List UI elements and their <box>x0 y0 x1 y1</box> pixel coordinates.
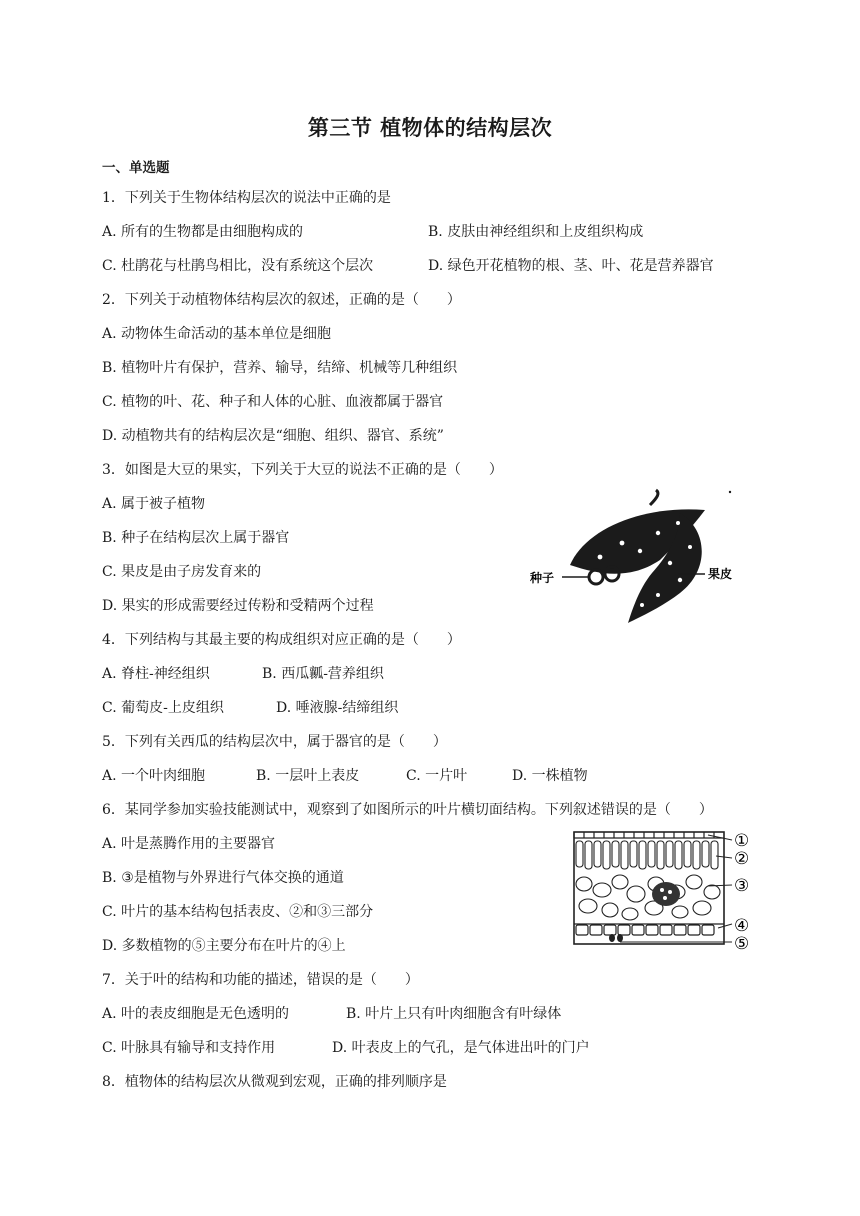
q5-option-c: C. 一片叶 <box>406 768 468 784</box>
label-3: ③ <box>734 876 750 896</box>
label-5: ⑤ <box>734 934 750 954</box>
q4-option-d: D. 唾液腺-结缔组织 <box>276 700 399 716</box>
q1-option-a: A. 所有的生物都是由细胞构成的 <box>102 224 304 240</box>
q2-option-d: D. 动植物共有的结构层次是“细胞、组织、器官、系统” <box>102 428 444 444</box>
q1-option-d: D. 绿色开花植物的根、茎、叶、花是营养器官 <box>428 258 714 274</box>
pod-stalk <box>650 490 658 505</box>
palisade-cells <box>576 841 718 869</box>
q1-stem: 1．下列关于生物体结构层次的说法中正确的是 <box>102 190 391 206</box>
q7-option-b: B. 叶片上只有叶肉细胞含有叶绿体 <box>346 1006 562 1022</box>
leaf-cross-section-figure <box>568 828 764 954</box>
q6-option-b: B. ③是植物与外界进行气体交换的通道 <box>102 870 344 886</box>
q1-option-b: B. 皮肤由神经组织和上皮组织构成 <box>428 224 644 240</box>
q7-option-d: D. 叶表皮上的气孔，是气体进出叶的门户 <box>332 1040 590 1056</box>
label-2: ② <box>734 849 750 869</box>
q3-option-d: D. 果实的形成需要经过传粉和受精两个过程 <box>102 598 374 614</box>
peel-label: 果皮 <box>708 567 733 581</box>
q3-stem: 3．如图是大豆的果实，下列关于大豆的说法不正确的是（ ） <box>102 462 503 478</box>
q4-option-c: C. 葡萄皮-上皮组织 <box>102 700 224 716</box>
q8-stem: 8．植物体的结构层次从微观到宏观，正确的排列顺序是 <box>102 1074 447 1090</box>
q7-option-c: C. 叶脉具有输导和支持作用 <box>102 1040 276 1056</box>
leaf-vein <box>652 882 680 906</box>
lower-epidermis <box>574 924 724 935</box>
page-title: 第三节 植物体的结构层次 <box>307 116 553 140</box>
section-heading: 一、单选题 <box>102 160 170 176</box>
q6-stem: 6．某同学参加实验技能测试中，观察到了如图所示的叶片横切面结构。下列叙述错误的是（ ） <box>102 802 713 818</box>
q2-option-c: C. 植物的叶、花、种子和人体的心脏、血液都属于器官 <box>102 394 444 410</box>
spongy-cells <box>576 875 720 920</box>
stoma <box>609 934 623 942</box>
q5-stem: 5．下列有关西瓜的结构层次中，属于器官的是（ ） <box>102 734 447 750</box>
q6-option-d: D. 多数植物的⑤主要分布在叶片的④上 <box>102 938 346 954</box>
seed-label: 种子 <box>530 571 555 585</box>
q5-option-a: A. 一个叶肉细胞 <box>102 768 206 784</box>
label-1: ① <box>734 831 750 851</box>
q4-stem: 4．下列结构与其最主要的构成组织对应正确的是（ ） <box>102 632 461 648</box>
q3-option-c: C. 果皮是由子房发育来的 <box>102 564 262 580</box>
q6-option-c: C. 叶片的基本结构包括表皮、②和③三部分 <box>102 904 374 920</box>
seed-circle-1 <box>589 570 603 584</box>
q2-stem: 2．下列关于动植物体结构层次的叙述，正确的是（ ） <box>102 292 461 308</box>
q2-option-a: A. 动物体生命活动的基本单位是细胞 <box>102 326 332 342</box>
q6-option-a: A. 叶是蒸腾作用的主要器官 <box>102 836 276 852</box>
q2-option-b: B. 植物叶片有保护，营养、输导，结缔、机械等几种组织 <box>102 360 458 376</box>
label-4: ④ <box>734 916 750 936</box>
q5-option-d: D. 一株植物 <box>512 768 588 784</box>
q3-option-b: B. 种子在结构层次上属于器官 <box>102 530 290 546</box>
q7-option-a: A. 叶的表皮细胞是无色透明的 <box>102 1006 290 1022</box>
q3-option-a: A. 属于被子植物 <box>102 496 206 512</box>
soybean-pod-figure <box>530 485 740 630</box>
speck <box>729 491 731 493</box>
q7-stem: 7．关于叶的结构和功能的描述，错误的是（ ） <box>102 972 419 988</box>
q1-option-c: C. 杜鹃花与杜鹃鸟相比，没有系统这个层次 <box>102 258 374 274</box>
upper-epidermis <box>574 832 724 838</box>
q5-option-b: B. 一层叶上表皮 <box>256 768 360 784</box>
q4-option-a: A. 脊柱-神经组织 <box>102 666 210 682</box>
q4-option-b: B. 西瓜瓤-营养组织 <box>262 666 384 682</box>
